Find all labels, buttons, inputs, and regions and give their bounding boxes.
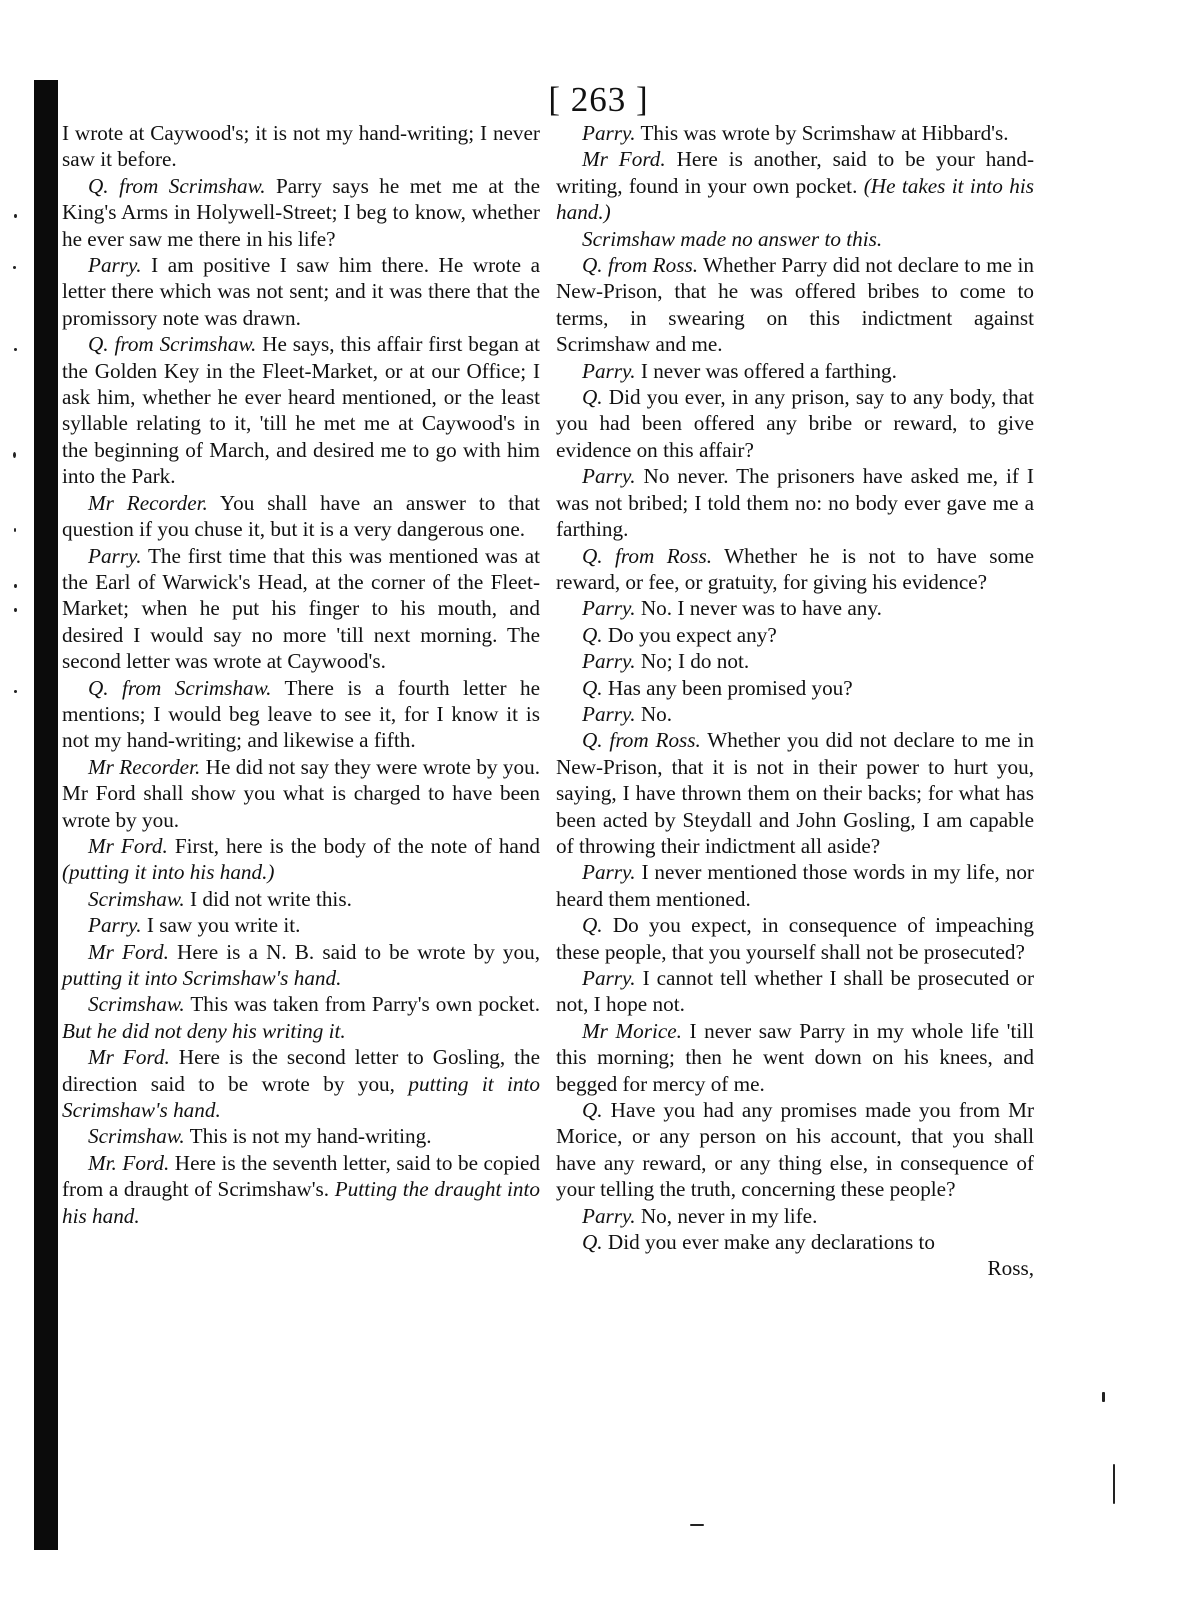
speaker-label: Parry. (88, 253, 142, 278)
paragraph-text: Ross, (987, 1256, 1034, 1281)
paragraph (62, 675, 540, 754)
paragraph (62, 991, 540, 1044)
paragraph-text: He says, this affair first began at the Golden Key in the Fleet-Market, or at our Office; I ask him, whether he ever heard mentioned, or the least syllable relating to it, 'till he met me at Caywood's in the beginning of March, and desired me to go with him into the Park. (62, 332, 541, 489)
speaker-label: Parry. (582, 464, 636, 489)
stage-direction: Putting the draught into his hand. (62, 1177, 540, 1228)
speaker-label: Parry. (582, 1203, 636, 1228)
stage-direction: But he did not deny his writing it. (62, 1018, 346, 1043)
paragraph (556, 1255, 1034, 1281)
paragraph-text: Here is the second letter to Gosling, the direction said to be wrote by you, (62, 1045, 540, 1096)
paragraph (62, 490, 540, 543)
paragraph-text: I cannot tell whether I shall be prosecuted or not, I hope not. (556, 966, 1034, 1017)
paragraph (556, 675, 1034, 701)
speaker-label: Q. from Ross. (582, 728, 701, 753)
speaker-label: Mr Morice. (582, 1018, 682, 1043)
scan-speck (14, 690, 17, 693)
stage-direction: (putting it into his hand.) (62, 860, 275, 885)
speaker-label: Mr. Ford. (88, 1150, 170, 1175)
paragraph-text: This was wrote by Scrimshaw at Hibbard's. (635, 121, 1009, 145)
right-column (556, 120, 1034, 1282)
paragraph (62, 1044, 540, 1123)
paragraph (556, 543, 1034, 596)
scan-speck (14, 348, 17, 351)
speaker-label: Q. (582, 385, 603, 410)
paragraph (62, 833, 540, 886)
paragraph (556, 358, 1034, 384)
speaker-label: Q. from Scrimshaw. (88, 173, 266, 198)
paragraph (556, 965, 1034, 1018)
paragraph-text: I never saw Parry in my whole life 'till this morning; then he went down on his knees, and begged for mercy of me. (556, 1018, 1034, 1096)
speaker-label: Parry. (582, 860, 636, 885)
paragraph (62, 886, 540, 912)
paragraph (62, 543, 540, 675)
stage-direction: Scrimshaw made no answer to this. (582, 226, 883, 251)
paragraph (556, 912, 1034, 965)
speaker-label: Parry. (88, 913, 142, 938)
speaker-label: Parry. (582, 596, 636, 621)
paragraph-text: Whether Parry did not declare to me in New-Prison, that he was offered bribes to come to terms, in swearing on this indictment against Scrimshaw and me. (556, 253, 1034, 357)
paragraph (62, 912, 540, 938)
paragraph-text: This was taken from Parry's own pocket. (184, 992, 540, 1017)
paragraph-text: No, never in my life. (635, 1203, 818, 1228)
speaker-label: Q. (582, 1098, 603, 1123)
paragraph-text: I did not write this. (184, 886, 352, 911)
paragraph-text: You shall have an answer to that question if you chuse it, but it is a very dangerous one. (62, 490, 540, 542)
speaker-label: Q. (582, 913, 603, 938)
speaker-label: Mr Recorder. (88, 490, 208, 515)
scan-speck (14, 584, 17, 588)
paragraph (62, 939, 540, 992)
paragraph-text: Did you ever, in any prison, say to any body, that you had been offered any bribe or reward, to give evidence on this affair? (556, 385, 1034, 462)
speaker-label: Mr Ford. (88, 939, 169, 964)
paragraph-text: Here is the seventh letter, said to be copied from a draught of Scrimshaw's. (62, 1150, 540, 1202)
paragraph (556, 252, 1034, 358)
paragraph (556, 859, 1034, 912)
speaker-label: Mr Recorder. (88, 754, 201, 779)
speaker-label: Q. from Ross. (582, 543, 713, 568)
paragraph-text: I never was offered a farthing. (635, 358, 897, 383)
speaker-label: Parry. (582, 649, 636, 674)
scan-speck (13, 452, 16, 458)
speaker-label: Q. from Scrimshaw. (88, 332, 257, 357)
speaker-label: Q. from Scrimshaw. (88, 675, 272, 700)
paragraph (62, 252, 540, 331)
speaker-label: Parry. (582, 358, 636, 383)
paragraph-text: No. I never was to have any. (635, 596, 882, 621)
paragraph (62, 1123, 540, 1149)
stage-direction: putting it into Scrimshaw's hand. (62, 966, 342, 990)
paragraph (556, 1203, 1034, 1229)
paragraph (62, 173, 540, 252)
paragraph-text: Parry says he met me at the King's Arms in Holywell-Street; I beg to know, whether he ever saw me there in his life? (62, 173, 540, 251)
scan-speck (14, 528, 16, 532)
speaker-label: Parry. (88, 543, 142, 568)
paragraph-text: Do you expect, in consequence of impeaching these people, that you yourself shall not be prosecuted? (556, 913, 1034, 964)
speaker-label: Q. (582, 1230, 603, 1255)
paragraph-text: I am positive I saw him there. He wrote a letter there which was not sent; and it was there that the promissory note was drawn. (62, 253, 540, 330)
paragraph (556, 622, 1034, 648)
paragraph (556, 701, 1034, 727)
speaker-label: Q. (582, 622, 603, 647)
paragraph-text: No never. The prisoners have asked me, if I was not bribed; I told them no: no body ever gave me a farthing. (556, 464, 1034, 542)
paragraph-text: Do you expect any? (602, 622, 777, 647)
paragraph (556, 595, 1034, 621)
speaker-label: Scrimshaw. (88, 1124, 185, 1149)
paragraph (556, 648, 1034, 674)
scan-speck (14, 214, 17, 218)
speaker-label: Mr Ford. (582, 147, 666, 172)
speaker-label: Q. (582, 675, 603, 700)
binding-edge (34, 80, 58, 1550)
paragraph (62, 331, 540, 489)
page-number: [ 263 ] (548, 80, 649, 119)
paragraph (556, 463, 1034, 542)
paragraph (556, 146, 1034, 225)
paragraph-text: No; I do not. (635, 649, 750, 674)
paragraph-text: Whether he is not to have some reward, or fee, or gratuity, for giving his evidence? (556, 543, 1034, 594)
paragraph-text: There is a fourth letter he mentions; I would beg leave to see it, for I know it is not my hand-writing; and likewise a fifth. (62, 675, 540, 753)
speaker-label: Scrimshaw. (88, 992, 185, 1017)
paragraph-text: The first time that this was mentioned was at the Earl of Warwick's Head, at the corner of the Fleet-Market; when he put his finger to his mouth, and desired I would say no more 'till next morning. The second letter was wrote at Caywood's. (62, 543, 540, 674)
scan-speck (1102, 1392, 1105, 1402)
speaker-label: Q. from Ross. (582, 253, 699, 278)
stage-direction: (He takes it into his hand.) (556, 173, 1034, 225)
scan-speck (14, 608, 17, 612)
speaker-label: Parry. (582, 121, 636, 145)
paragraph-text: Has any been promised you? (602, 675, 853, 700)
stage-direction: putting it into Scrimshaw's hand. (62, 1071, 540, 1123)
paragraph (556, 226, 1034, 252)
paragraph-text: First, here is the body of the note of hand (167, 833, 541, 858)
paragraph-text: Did you ever make any declarations to (602, 1230, 936, 1255)
paragraph (556, 1097, 1034, 1203)
paragraph (62, 1150, 540, 1229)
paragraph-text: Whether you did not declare to me in New-Prison, that it is not in their power to hurt you, saying, I have thrown them on their backs; for what has been acted by Steydall and John Gosling, I am capable of throwing their indictment all aside? (556, 728, 1034, 858)
paragraph (556, 120, 1034, 146)
paragraph-text: No. (635, 701, 673, 726)
paragraph (62, 120, 540, 173)
speaker-label: Mr Ford. (88, 833, 168, 858)
speaker-label: Parry. (582, 701, 636, 726)
speaker-label: Scrimshaw. (88, 886, 185, 911)
paragraph-text: I saw you write it. (141, 913, 301, 938)
speaker-label: Mr Ford. (88, 1045, 170, 1070)
paragraph (556, 1018, 1034, 1097)
scan-speck (13, 266, 16, 269)
paragraph-text: This is not my hand-writing. (184, 1124, 432, 1149)
paragraph-text: Here is another, said to be your hand-writing, found in your own pocket. (556, 147, 1034, 198)
paragraph-text: Have you had any promises made you from Mr Morice, or any person on his account, that you shall have any reward, or any thing else, in consequence of your telling the truth, concerning these people? (556, 1098, 1034, 1202)
paragraph (62, 754, 540, 833)
paragraph (556, 384, 1034, 463)
left-column (62, 120, 540, 1229)
scan-speck (1113, 1464, 1115, 1504)
paragraph-text: Here is a N. B. said to be wrote by you, (168, 939, 541, 964)
paragraph (556, 1229, 1034, 1255)
paragraph-text: He did not say they were wrote by you. Mr Ford shall show you what is charged to have been wrote by you. (62, 754, 541, 832)
paragraph (556, 727, 1034, 859)
paragraph-text: I never mentioned those words in my life, nor heard them mentioned. (556, 860, 1034, 911)
speaker-label: Parry. (582, 966, 636, 990)
scan-speck (690, 1524, 704, 1526)
paragraph-text: I wrote at Caywood's; it is not my hand-writing; I never saw it before. (62, 121, 540, 172)
